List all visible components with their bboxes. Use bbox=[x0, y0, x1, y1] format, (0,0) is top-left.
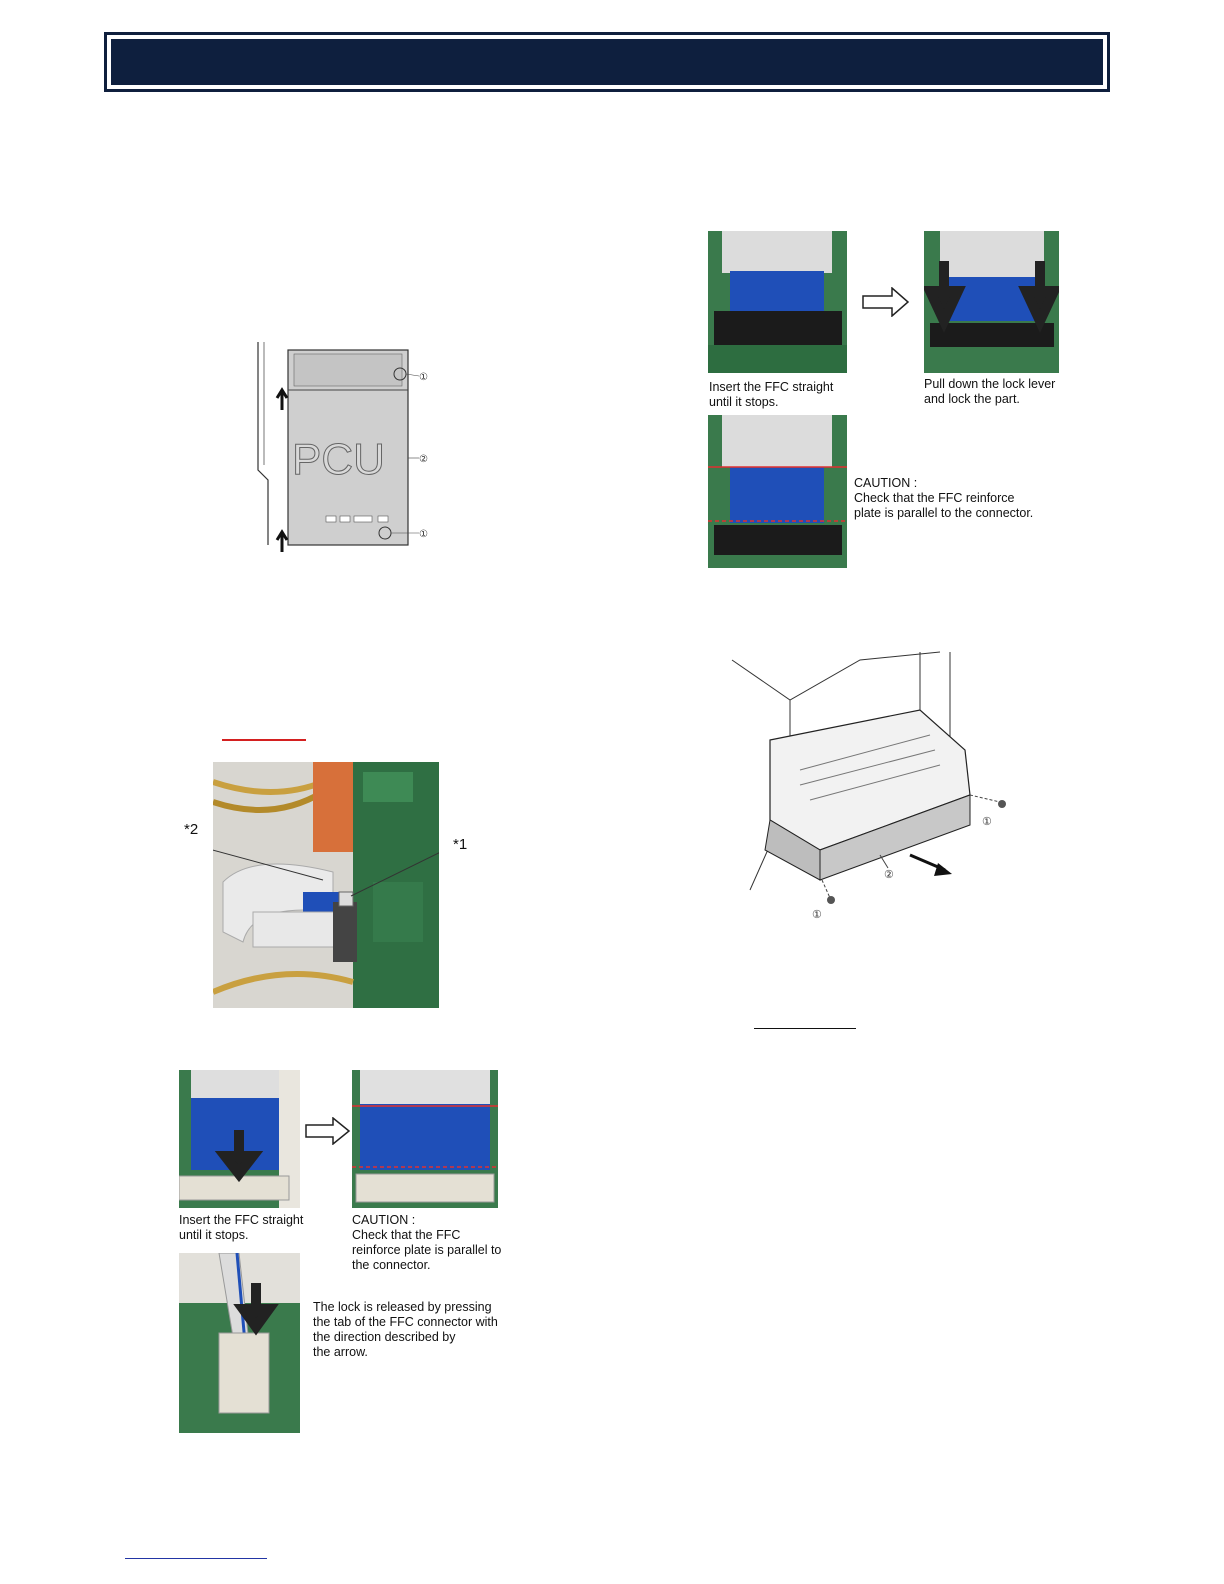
ffc-right-caution-caption: CAUTION : Check that the FFC reinforce plate is parallel to the connector. bbox=[854, 476, 1034, 520]
ffc-right-caution-photo bbox=[708, 415, 847, 568]
ffc-left-caution-photo bbox=[352, 1070, 498, 1208]
ffc-right-insert-caption: Insert the FFC straight until it stops. bbox=[709, 380, 834, 409]
fuser-figure bbox=[730, 650, 1020, 925]
ffc-left-insert-photo bbox=[179, 1070, 300, 1208]
connector-label-1: *1 bbox=[453, 836, 468, 853]
arrow-right-icon-2 bbox=[862, 287, 910, 317]
fuser-callout-2: ② bbox=[884, 869, 894, 881]
ffc-left-caution-caption: CAUTION : Check that the FFC reinforce plate is parallel to the connector. bbox=[352, 1213, 502, 1272]
pcu-callout-1-top: ① bbox=[419, 372, 428, 383]
pcu-label: PCU bbox=[292, 435, 385, 484]
pcu-callout-2: ② bbox=[419, 454, 428, 465]
ffc-left-insert-caption: Insert the FFC straight until it stops. bbox=[179, 1213, 304, 1242]
ffc-right-insert-photo bbox=[708, 231, 847, 373]
ffc-right-lock-caption: Pull down the lock lever and lock the part. bbox=[924, 377, 1056, 406]
blue-link-underline[interactable] bbox=[125, 1558, 267, 1559]
header-banner-fill bbox=[111, 39, 1103, 85]
ffc-left-release-caption: The lock is released by pressing the tab of the FFC connector with the direction described by the arrow. bbox=[313, 1300, 498, 1359]
arrow-right-icon bbox=[305, 1117, 351, 1145]
header-banner bbox=[104, 32, 1110, 92]
connector-label-2: *2 bbox=[184, 821, 199, 838]
connector-photo bbox=[213, 762, 439, 1008]
black-underline bbox=[754, 1028, 856, 1029]
red-underline bbox=[222, 739, 306, 741]
ffc-right-lock-photo bbox=[924, 231, 1059, 373]
ffc-left-release-photo bbox=[179, 1253, 300, 1433]
fuser-callout-1-bottom: ① bbox=[812, 909, 822, 921]
pcu-figure bbox=[254, 340, 440, 554]
fuser-callout-1-right: ① bbox=[982, 816, 992, 828]
pcu-callout-1-bottom: ① bbox=[419, 529, 428, 540]
